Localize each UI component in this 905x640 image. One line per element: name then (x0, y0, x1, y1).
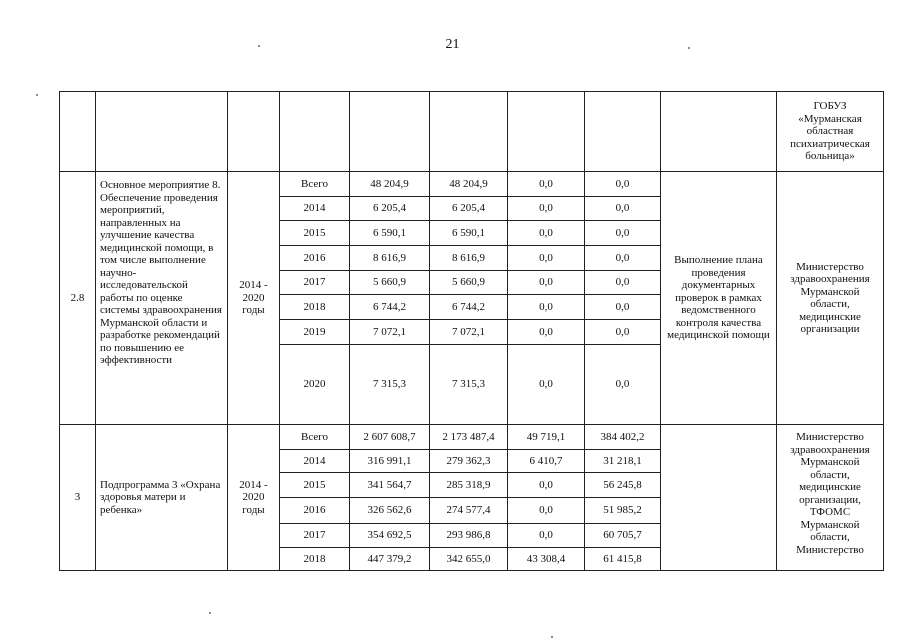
amount-cell: 0,0 (585, 172, 661, 197)
row-number: 2.8 (60, 172, 96, 425)
total-cell: 316 991,1 (350, 450, 430, 473)
amount-cell: 6 744,2 (430, 295, 508, 320)
year-cell: 2015 (280, 473, 350, 498)
amount-cell: 0,0 (508, 271, 585, 295)
total-cell: 354 692,5 (350, 524, 430, 548)
program-table (59, 91, 884, 571)
amount-cell: 43 308,4 (508, 548, 585, 571)
total-cell: 5 660,9 (350, 271, 430, 295)
scan-speck (36, 94, 38, 96)
total-cell: 6 744,2 (350, 295, 430, 320)
scan-speck (209, 612, 211, 614)
year-cell: Всего (280, 172, 350, 197)
amount-cell: 60 705,7 (585, 524, 661, 548)
amount-cell: 285 318,9 (430, 473, 508, 498)
executor-cell: Министерство здравоохранения Мурманской области, медицинские организации, ТФОМС Мурманской области, Министерство (777, 425, 884, 571)
amount-cell: 0,0 (508, 345, 585, 425)
total-cell: 447 379,2 (350, 548, 430, 571)
amount-cell: 49 719,1 (508, 425, 585, 450)
subprogram-description: Подпрограмма 3 «Охрана здоровья матери и ребенка» (96, 425, 228, 571)
amount-cell: 7 072,1 (430, 320, 508, 345)
amount-cell: 0,0 (585, 271, 661, 295)
amount-cell: 0,0 (585, 295, 661, 320)
total-cell: 341 564,7 (350, 473, 430, 498)
year-cell: 2019 (280, 320, 350, 345)
total-cell: 6 205,4 (350, 197, 430, 221)
year-cell: 2014 (280, 450, 350, 473)
amount-cell: 5 660,9 (430, 271, 508, 295)
amount-cell: 0,0 (585, 345, 661, 425)
row-number: 3 (60, 425, 96, 571)
year-cell: Всего (280, 425, 350, 450)
amount-cell: 0,0 (508, 498, 585, 524)
amount-cell: 0,0 (585, 320, 661, 345)
scan-speck (688, 47, 690, 49)
amount-cell: 0,0 (585, 221, 661, 246)
amount-cell: 342 655,0 (430, 548, 508, 571)
organization-cell: ГОБУЗ «Мурманская областная психиатрическая больница» (777, 92, 884, 172)
scan-speck (258, 45, 260, 47)
year-cell: 2018 (280, 295, 350, 320)
amount-cell: 8 616,9 (430, 246, 508, 271)
year-cell: 2016 (280, 498, 350, 524)
amount-cell: 61 415,8 (585, 548, 661, 571)
period-cell: 2014 - 2020 годы (228, 172, 280, 425)
amount-cell: 0,0 (508, 172, 585, 197)
amount-cell: 0,0 (508, 320, 585, 345)
amount-cell: 384 402,2 (585, 425, 661, 450)
year-cell: 2020 (280, 345, 350, 425)
period-cell: 2014 - 2020 годы (228, 425, 280, 571)
amount-cell: 56 245,8 (585, 473, 661, 498)
amount-cell: 279 362,3 (430, 450, 508, 473)
total-cell: 7 315,3 (350, 345, 430, 425)
year-cell: 2017 (280, 271, 350, 295)
amount-cell: 2 173 487,4 (430, 425, 508, 450)
table-row (60, 172, 884, 197)
total-cell: 6 590,1 (350, 221, 430, 246)
amount-cell: 0,0 (508, 473, 585, 498)
year-cell: 2017 (280, 524, 350, 548)
amount-cell: 0,0 (508, 524, 585, 548)
total-cell: 2 607 608,7 (350, 425, 430, 450)
amount-cell: 0,0 (508, 246, 585, 271)
scan-speck (551, 636, 553, 638)
amount-cell: 274 577,4 (430, 498, 508, 524)
total-cell: 7 072,1 (350, 320, 430, 345)
amount-cell: 0,0 (585, 246, 661, 271)
executor-cell: Министерство здравоохранения Мурманской области, медицинские организации (777, 172, 884, 425)
indicator-cell: Выполнение плана проведения документарных проверок в рамках ведомственного контроля качества медицинской помощи (661, 172, 777, 425)
amount-cell: 0,0 (508, 295, 585, 320)
amount-cell: 51 985,2 (585, 498, 661, 524)
table-row (60, 425, 884, 450)
year-cell: 2018 (280, 548, 350, 571)
amount-cell: 0,0 (508, 197, 585, 221)
year-cell: 2015 (280, 221, 350, 246)
amount-cell: 48 204,9 (430, 172, 508, 197)
total-cell: 8 616,9 (350, 246, 430, 271)
amount-cell: 6 590,1 (430, 221, 508, 246)
amount-cell: 31 218,1 (585, 450, 661, 473)
total-cell: 48 204,9 (350, 172, 430, 197)
amount-cell: 6 410,7 (508, 450, 585, 473)
total-cell: 326 562,6 (350, 498, 430, 524)
amount-cell: 6 205,4 (430, 197, 508, 221)
amount-cell: 293 986,8 (430, 524, 508, 548)
activity-description: Основное мероприятие 8. Обеспечение проведения мероприятий, направленных на улучшение качества медицинской помощи, в том числе выполнение научно-исследовательской работы по оценке системы здравоохранения Мурманской области и разработке рекомендаций по повышению ее эффективности (96, 172, 228, 425)
amount-cell: 0,0 (585, 197, 661, 221)
year-cell: 2016 (280, 246, 350, 271)
amount-cell: 7 315,3 (430, 345, 508, 425)
amount-cell: 0,0 (508, 221, 585, 246)
page-number: 21 (445, 37, 460, 52)
indicator-cell (661, 425, 777, 571)
table-row (60, 92, 884, 172)
year-cell: 2014 (280, 197, 350, 221)
